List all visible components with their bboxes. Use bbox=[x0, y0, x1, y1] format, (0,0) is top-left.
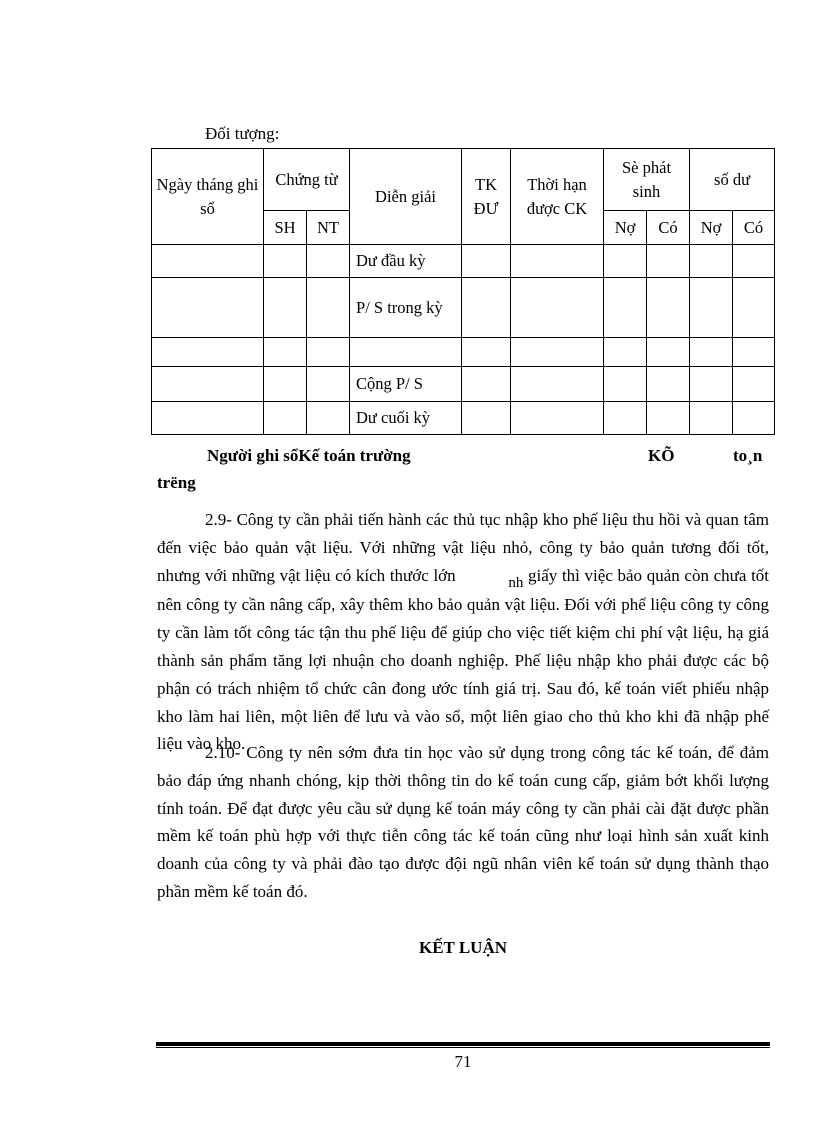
header-tk-du: TK ĐƯ bbox=[462, 149, 511, 245]
header-so-du: số dư bbox=[690, 149, 775, 211]
paragraph-2-9: 2.9- Công ty cần phải tiến hành các thủ tục nhập kho phế liệu thu hồi và quan tâm đến việc bảo quản vật liệu. Với những vật liệu nhỏ, công ty bảo quản tương đối tốt, nhưng với những vật liệu có kích thước lớn nh giấy thì việc bảo quản còn chưa tốt nên công ty cần nâng cấp, xây thêm kho bảo quản vật liệu. Đối với phế liệu công ty công ty cần làm tốt công tác tận thu phế liệu để giúp cho việc tiết kiệm chi phí vật liệu, hạ giá thành sản phẩm tăng lợi nhuận cho doanh nghiệp. Phế liệu nhập kho phải được các bộ phận có trách nhiệm tổ chức cân đong ước tính giá trị. Sau đó, kế toán viết phiếu nhập kho làm hai liên, một liên để lưu và vào sổ, một liên giao cho thủ kho khi đã nhập phế liệu vào kho. bbox=[157, 510, 770, 754]
table-row bbox=[152, 402, 775, 435]
paragraph-2-10: 2.10- Công ty nên sớm đưa tin học vào sử dụng trong công tác kế toán, để đảm bảo đáp ứng nhanh chóng, kịp thời thông tin do kế toán cung cấp, giảm bớt khối lượng tính toán. Để đạt được yêu cầu sử dụng kế toán máy công ty cần phải cài đặt được phần mềm kế toán phù hợp với thực tiễn công tác kế toán cũng như loại hình sản xuất kinh doanh của công ty và phải đào tạo được đội ngũ nhân viên kế toán sử dụng thành thạo phần mềm kế toán đó. bbox=[157, 743, 769, 901]
signature-ke: KÕ bbox=[648, 446, 675, 465]
header-ngay-thang: Ngày tháng ghi sổ bbox=[152, 149, 264, 245]
ket-luan-heading: KẾT LUẬN bbox=[418, 938, 507, 957]
row-description: Cộng P/ S bbox=[350, 367, 462, 402]
stray-nh-text: nh bbox=[508, 574, 524, 591]
header-dien-giai: Diễn giải bbox=[350, 149, 462, 245]
signature-truong: trëng bbox=[157, 473, 196, 492]
table-row bbox=[152, 245, 775, 278]
header-no-so-du: Nợ bbox=[690, 211, 733, 245]
row-description: Dư cuối kỳ bbox=[350, 402, 462, 435]
footer-rule-thick bbox=[156, 1042, 770, 1046]
table-row bbox=[152, 278, 775, 338]
header-co-so-du: Có bbox=[733, 211, 775, 245]
row-description: P/ S trong kỳ bbox=[350, 278, 462, 338]
table-row bbox=[152, 367, 775, 402]
row-description bbox=[350, 338, 462, 367]
page-number: 71 bbox=[454, 1052, 472, 1071]
header-co-phat-sinh: Có bbox=[647, 211, 690, 245]
footer-rule-thin bbox=[156, 1047, 770, 1048]
header-chung-tu: Chứng từ bbox=[264, 149, 350, 211]
signature-nguoi-ghi-so: Người ghi sổKế toán trường bbox=[207, 446, 411, 465]
signature-ke-toan-truong: Kế toán trường bbox=[298, 446, 411, 465]
header-se-phat-sinh: Sè phát sinh bbox=[604, 149, 690, 211]
ledger-table bbox=[151, 148, 775, 435]
doi-tuong-label: Đối tượng: bbox=[205, 124, 280, 143]
signature-toan: to¸n bbox=[733, 446, 763, 465]
header-nt: NT bbox=[307, 211, 350, 245]
header-sh: SH bbox=[264, 211, 307, 245]
header-thoi-han: Thời hạn được CK bbox=[511, 149, 604, 245]
row-description: Dư đầu kỳ bbox=[350, 245, 462, 278]
table-row bbox=[152, 338, 775, 367]
header-no-phat-sinh: Nợ bbox=[604, 211, 647, 245]
